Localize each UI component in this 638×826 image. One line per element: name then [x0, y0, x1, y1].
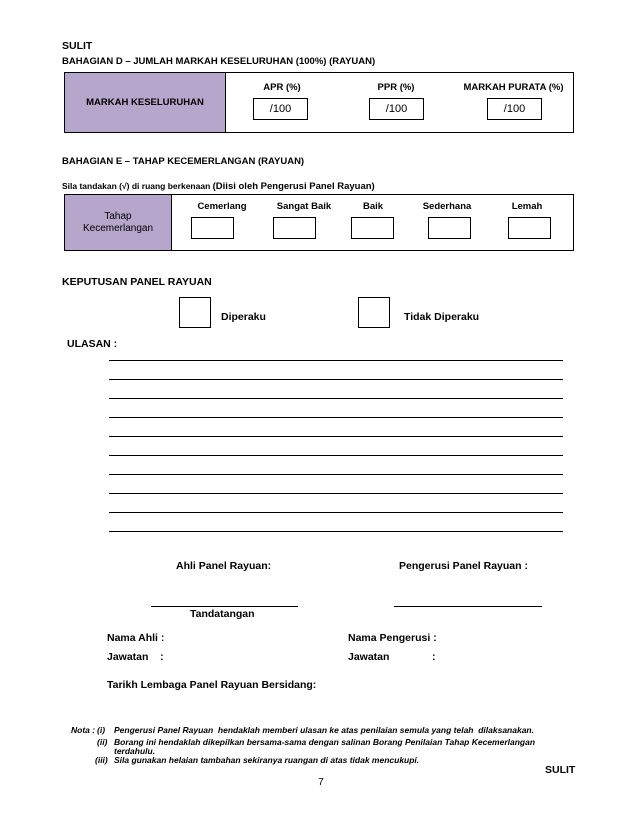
instruction-note: (Diisi oleh Pengerusi Panel Rayuan): [212, 181, 375, 192]
checkbox-cemerlang[interactable]: [191, 217, 234, 239]
section-d-columns: [226, 73, 573, 132]
chair-position-colon: :: [432, 651, 436, 663]
remarks-line: [109, 493, 563, 494]
member-label: Ahli Panel Rayuan:: [176, 560, 272, 572]
member-name-label: Nama Ahli :: [107, 632, 165, 644]
level-label-sangat-baik: Sangat Baik: [276, 201, 332, 212]
ppr-score-field[interactable]: [369, 98, 424, 120]
chair-position-label: Jawatan: [348, 651, 390, 663]
approved-label: Diperaku: [221, 311, 266, 323]
decision-title: KEPUTUSAN PANEL RAYUAN: [62, 276, 212, 288]
apr-score-value: /100: [269, 103, 292, 115]
ppr-score-value: /100: [385, 103, 408, 115]
section-d-row-label: MARKAH KESELURUHAN: [86, 97, 204, 108]
section-d-row-label-cell: [65, 73, 226, 132]
ppr-column: [338, 73, 454, 132]
tahap-label: Tahap: [104, 210, 132, 222]
average-score-value: /100: [503, 103, 526, 115]
note-1-num: (i): [97, 725, 106, 735]
remarks-line: [109, 417, 563, 418]
level-label-sederhana: Sederhana: [422, 201, 472, 212]
section-e-table: [64, 194, 574, 251]
meeting-date-label: Tarikh Lembaga Panel Rayuan Bersidang:: [107, 679, 317, 691]
note-2-num: (ii): [97, 737, 108, 747]
level-label-cemerlang: Cemerlang: [197, 201, 247, 212]
ppr-label: PPR (%): [377, 82, 415, 93]
chair-label: Pengerusi Panel Rayuan :: [399, 560, 528, 572]
remarks-line: [109, 455, 563, 456]
chair-signature-line[interactable]: [394, 606, 542, 607]
note-1-text: Pengerusi Panel Rayuan hendaklah memberi ulasan ke atas penilaian semula yang telah dilaksanakan.: [114, 725, 534, 735]
note-3-num: (iii): [95, 755, 108, 765]
remarks-line: [109, 398, 563, 399]
remarks-line: [109, 379, 563, 380]
instruction-text: Sila tandakan (√) di ruang berkenaan: [62, 181, 211, 191]
remarks-line: [109, 436, 563, 437]
page-number: 7: [318, 776, 324, 788]
section-d-title: BAHAGIAN D – JUMLAH MARKAH KESELURUHAN (100%) (RAYUAN): [62, 56, 376, 67]
checkbox-sederhana[interactable]: [428, 217, 471, 239]
apr-label: APR (%): [263, 82, 301, 93]
footer-classification: SULIT: [545, 764, 576, 776]
section-e-title: BAHAGIAN E – TAHAP KECEMERLANGAN (RAYUAN): [62, 156, 305, 167]
remarks-line: [109, 360, 563, 361]
not-approved-checkbox[interactable]: [358, 297, 390, 328]
member-signature-line[interactable]: [151, 606, 298, 607]
section-e-row-label-cell: [65, 195, 172, 250]
level-label-lemah: Lemah: [511, 201, 543, 212]
checkbox-baik[interactable]: [351, 217, 394, 239]
level-label-baik: Baik: [362, 201, 384, 212]
apr-score-field[interactable]: [253, 98, 308, 120]
remarks-line: [109, 474, 563, 475]
apr-column: [226, 73, 338, 132]
average-column: [454, 73, 573, 132]
signature-label: Tandatangan: [190, 608, 255, 620]
remarks-label: ULASAN :: [67, 338, 118, 350]
note-2-text: Borang ini hendaklah dikepilkan bersama-sama dengan salinan Borang Penilaian Tahap Kecemerlangan: [114, 737, 536, 747]
checkbox-lemah[interactable]: [508, 217, 551, 239]
remarks-line: [109, 531, 563, 532]
kecemerlangan-label: Kecemerlangan: [82, 222, 154, 234]
notes-prefix: Nota :: [71, 725, 96, 735]
remarks-line: [109, 512, 563, 513]
average-score-field[interactable]: [487, 98, 542, 120]
not-approved-label: Tidak Diperaku: [404, 311, 480, 323]
header-classification: SULIT: [62, 40, 93, 52]
note-2-continued: terdahulu.: [114, 746, 156, 756]
section-d-table: [64, 72, 574, 133]
section-e-instruction: [62, 181, 375, 192]
note-3-text: Sila gunakan helaian tambahan sekiranya ruangan di atas tidak mencukupi.: [114, 755, 420, 765]
average-label: MARKAH PURATA (%): [463, 82, 564, 93]
checkbox-sangat-baik[interactable]: [273, 217, 316, 239]
approved-checkbox[interactable]: [179, 297, 211, 328]
chair-name-label: Nama Pengerusi :: [348, 632, 437, 644]
member-position-label: Jawatan :: [107, 651, 164, 663]
